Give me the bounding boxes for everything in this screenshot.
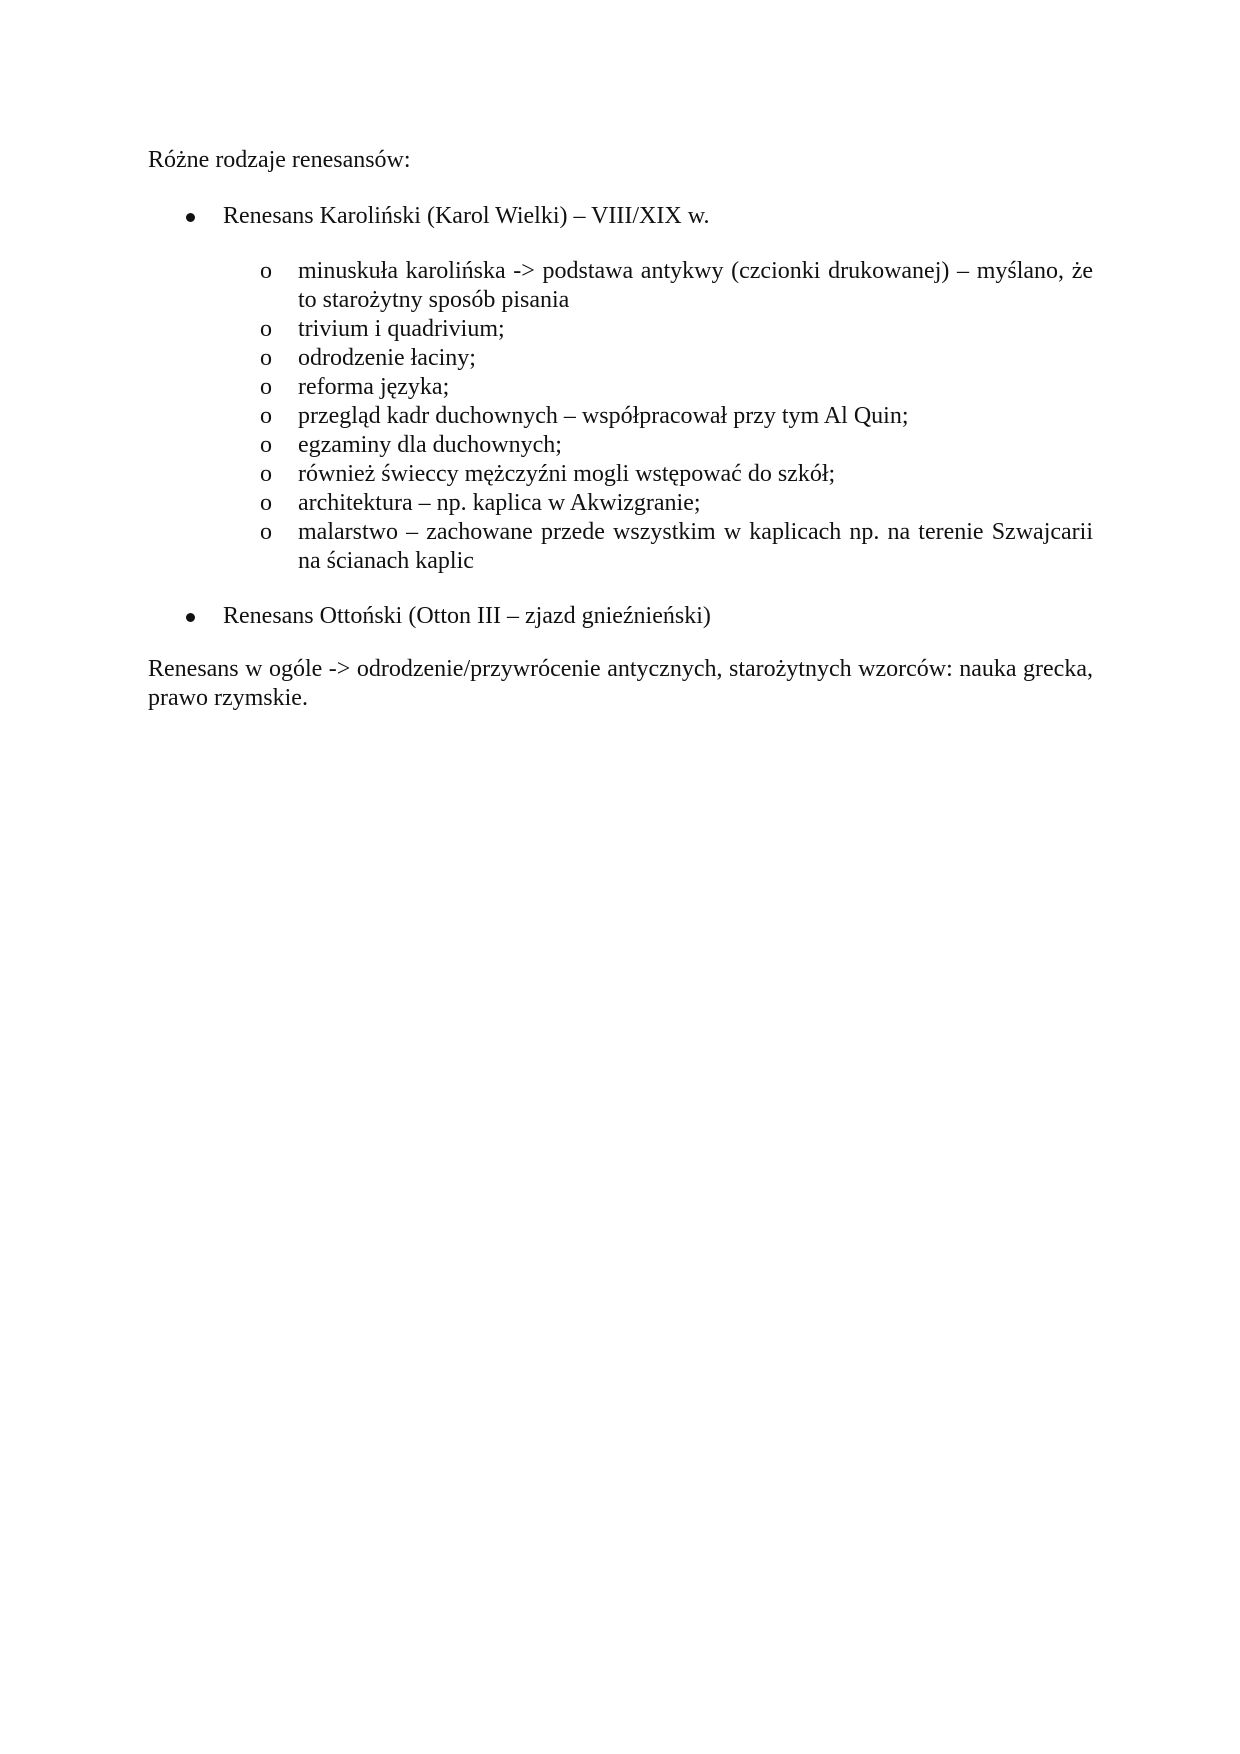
sub-item-text: przegląd kadr duchownych – współpracował przy tym Al Quin;: [298, 403, 909, 429]
sub-item-text: odrodzenie łaciny;: [298, 345, 476, 371]
section-label: Renesans Ottoński (Otton III – zjazd gnieźnieński): [223, 603, 711, 629]
sub-list-item: [148, 257, 1093, 315]
sub-item-text: minuskuła karolińska -> podstawa antykwy (czcionki drukowanej) – myślano, że to starożytny sposób pisania: [298, 258, 1093, 313]
sub-list-item: [148, 402, 1093, 431]
closing-paragraph: Renesans w ogóle -> odrodzenie/przywrócenie antycznych, starożytnych wzorców: nauka grecka, prawo rzymskie.: [148, 656, 1093, 711]
bullet-dot-icon: [186, 213, 195, 222]
document-heading: Różne rodzaje renesansów:: [148, 147, 411, 173]
sub-item-text: malarstwo – zachowane przede wszystkim w kaplicach np. na terenie Szwajcarii na ścianach kaplic: [298, 519, 1093, 574]
sub-list-item: [148, 344, 1093, 373]
sub-item-text: również świeccy mężczyźni mogli wstępować do szkół;: [298, 461, 836, 487]
circle-bullet-icon: o: [260, 519, 272, 545]
list-item-ottonian: [148, 602, 1093, 631]
circle-bullet-icon: o: [260, 258, 272, 284]
sub-list-item: [148, 460, 1093, 489]
circle-bullet-icon: o: [260, 316, 272, 342]
sub-list-item: [148, 518, 1093, 576]
renaissance-list: [148, 202, 1093, 631]
circle-bullet-icon: o: [260, 490, 272, 516]
circle-bullet-icon: o: [260, 432, 272, 458]
section-label: Renesans Karoliński (Karol Wielki) – VIII/XIX w.: [223, 203, 710, 229]
circle-bullet-icon: o: [260, 374, 272, 400]
sub-list-item: [148, 373, 1093, 402]
bullet-dot-icon: [186, 613, 195, 622]
circle-bullet-icon: o: [260, 461, 272, 487]
sub-item-text: trivium i quadrivium;: [298, 316, 505, 342]
sub-item-text: egzaminy dla duchownych;: [298, 432, 562, 458]
circle-bullet-icon: o: [260, 403, 272, 429]
circle-bullet-icon: o: [260, 345, 272, 371]
sub-item-text: reforma języka;: [298, 374, 450, 400]
sub-list-item: [148, 315, 1093, 344]
list-item-carolingian: [148, 202, 1093, 576]
carolingian-sublist: [223, 257, 1093, 576]
document-body: [148, 146, 1093, 713]
sub-list-item: [148, 489, 1093, 518]
sub-item-text: architektura – np. kaplica w Akwizgranie;: [298, 490, 701, 516]
sub-list-item: [148, 431, 1093, 460]
